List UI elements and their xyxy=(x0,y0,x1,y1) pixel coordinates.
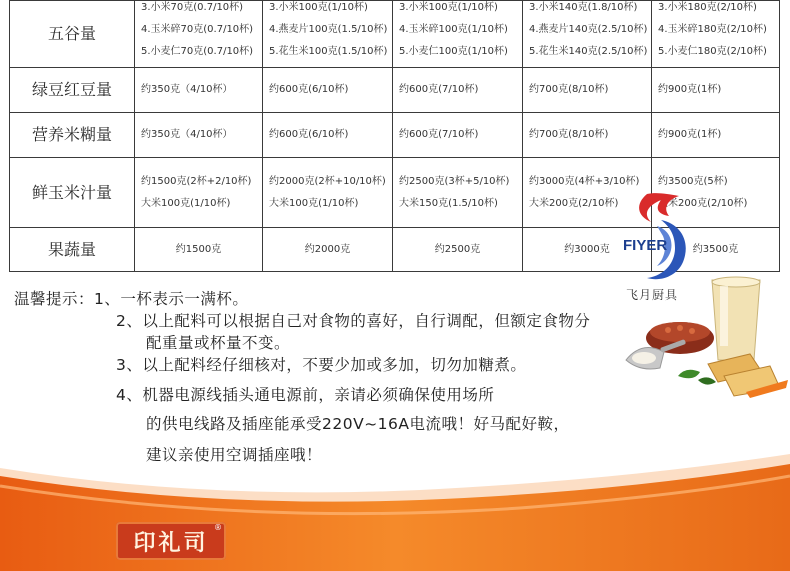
food-illustration xyxy=(620,268,790,408)
table-cell: 约350克（4/10杯） xyxy=(135,68,263,113)
brand-stamp-text: 印礼司 xyxy=(133,529,209,556)
table-cell: 约2500克(3杯+5/10杯) 大米150克(1.5/10杯) xyxy=(393,158,523,228)
table-cell: 3.小米70克(0.7/10杯) 4.玉米碎70克(0.7/10杯) 5.小麦仁70克(0.7/10杯) xyxy=(135,1,263,68)
table-row xyxy=(10,68,780,113)
table-cell: 约3000克 xyxy=(523,228,652,272)
table-cell: 约700克(8/10杯) xyxy=(523,68,652,113)
row-header-grains: 五谷量 xyxy=(10,1,135,68)
table-cell: 约1500克(2杯+2/10杯) 大米100克(1/10杯) xyxy=(135,158,263,228)
row-header-corn-juice: 鲜玉米汁量 xyxy=(10,158,135,228)
table-row xyxy=(10,1,780,68)
tip-4-cont: 的供电线路及插座能承受220V~16A电流哦！好马配好鞍， xyxy=(146,415,570,433)
tip-1: 温馨提示：1、一杯表示一满杯。 xyxy=(14,290,249,308)
table-cell: 约600克(7/10杯) xyxy=(393,68,523,113)
table-row xyxy=(10,113,780,158)
fiyer-brand-text: FIYER xyxy=(623,237,668,254)
table-cell: 约900克(1杯) xyxy=(652,113,780,158)
table-cell: 3.小米140克(1.8/10杯) 4.燕麦片140克(2.5/10杯) 5.花生米140克(2.5/10杯) xyxy=(523,1,652,68)
row-header-fruit-veg: 果蔬量 xyxy=(10,228,135,272)
tip-3: 3、以上配料经仔细核对，不要少加或多加，切勿加糖煮。 xyxy=(116,356,527,374)
row-header-beans: 绿豆红豆量 xyxy=(10,68,135,113)
row-header-rice-paste: 营养米糊量 xyxy=(10,113,135,158)
table-cell: 约900克(1杯) xyxy=(652,68,780,113)
table-cell: 约600克(7/10杯) xyxy=(393,113,523,158)
tip-4: 4、机器电源线插头通电源前，亲请必须确保使用场所 xyxy=(116,386,495,404)
tip-4-end: 建议亲使用空调插座哦！ xyxy=(146,446,323,464)
tip-2: 2、以上配料可以根据自己对食物的喜好，自行调配，但额定食物分 xyxy=(116,312,591,330)
table-cell: 3.小米100克(1/10杯) 4.燕麦片100克(1.5/10杯) 5.花生米100克(1.5/10杯) xyxy=(263,1,393,68)
table-cell: 约600克(6/10杯) xyxy=(263,113,393,158)
table-cell: 约3000克(4杯+3/10杯) 大米200克(2/10杯) xyxy=(523,158,652,228)
table-cell: 约700克(8/10杯) xyxy=(523,113,652,158)
fiyer-name: 飞月厨具 xyxy=(626,288,679,302)
table-cell: 约2000克(2杯+10/10杯) 大米100克(1/10杯) xyxy=(263,158,393,228)
table-cell: 3.小米180克(2/10杯) 4.玉米碎180克(2/10杯) 5.小麦仁180克(2/10杯) xyxy=(652,1,780,68)
registered-mark: ® xyxy=(214,523,222,532)
table-cell: 约350克（4/10杯） xyxy=(135,113,263,158)
table-cell: 约2000克 xyxy=(263,228,393,272)
brand-stamp-logo xyxy=(116,522,226,560)
table-cell: 约3500克(5杯) 大米200克(2/10杯) xyxy=(652,158,780,228)
table-cell: 约3500克 xyxy=(652,228,780,272)
table-cell: 3.小米100克(1/10杯) 4.玉米碎100克(1/10杯) 5.小麦仁100克(1/10杯) xyxy=(393,1,523,68)
table-cell: 约1500克 xyxy=(135,228,263,272)
tip-2-cont: 配重量或杯量不变。 xyxy=(146,334,291,352)
table-cell: 约600克(6/10杯) xyxy=(263,68,393,113)
table-cell: 约2500克 xyxy=(393,228,523,272)
